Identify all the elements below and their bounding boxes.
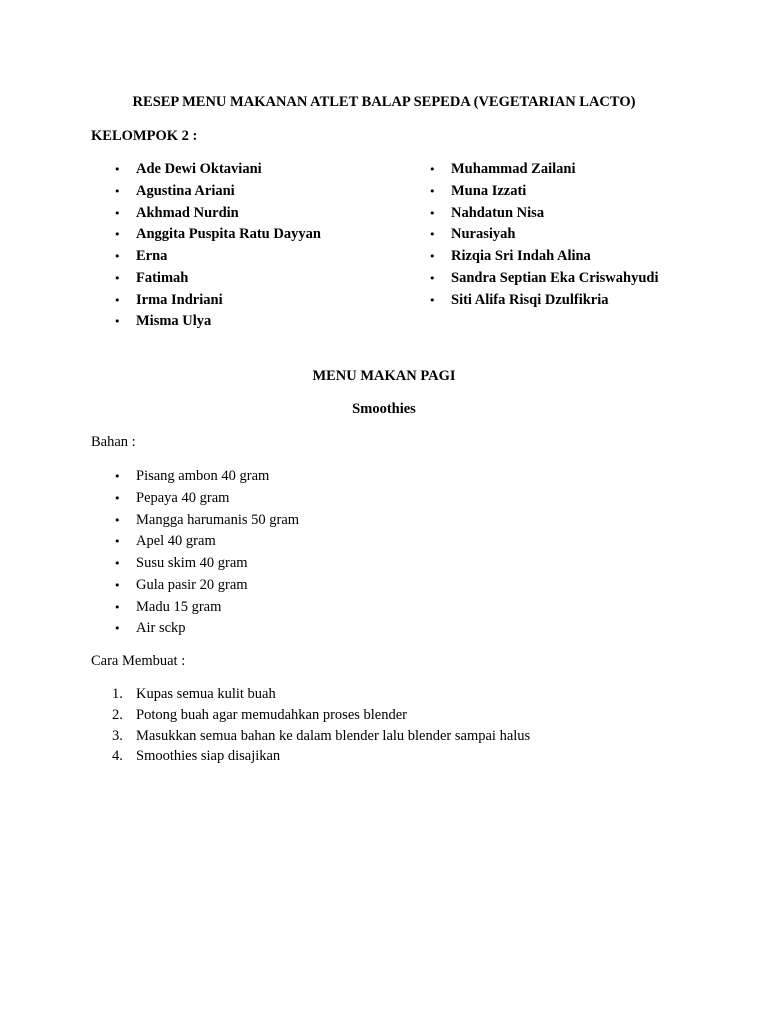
member-list-left xyxy=(136,159,321,333)
ingredient-item: • Madu 15 gram xyxy=(136,597,299,619)
step-text: Smoothies siap disajikan xyxy=(136,748,281,765)
step-item xyxy=(112,684,530,705)
member-item: • Nurasiyah xyxy=(451,224,659,246)
step-number: 2. xyxy=(112,706,123,723)
step-number: 3. xyxy=(112,727,123,744)
ingredient-item: • Mangga harumanis 50 gram xyxy=(136,510,299,532)
ingredient-item: • Pisang ambon 40 gram xyxy=(136,466,299,488)
member-item: • Siti Alifa Risqi Dzulfikria xyxy=(451,290,659,312)
step-number: 4. xyxy=(112,748,123,765)
breakfast-section-title: MENU MAKAN PAGI xyxy=(312,368,456,384)
member-item: • Irma Indriani xyxy=(136,290,321,312)
member-item: • Muna Izzati xyxy=(451,181,659,203)
group-heading: KELOMPOK 2 : xyxy=(91,128,198,144)
member-item: • Ade Dewi Oktaviani xyxy=(136,159,321,181)
member-item: • Rizqia Sri Indah Alina xyxy=(451,246,659,268)
ingredient-item: • Pepaya 40 gram xyxy=(136,488,299,510)
member-item: • Nahdatun Nisa xyxy=(451,203,659,225)
step-item xyxy=(112,726,531,747)
document-title: RESEP MENU MAKANAN ATLET BALAP SEPEDA (VEGETARIAN LACTO) xyxy=(132,94,636,110)
member-item: • Fatimah xyxy=(136,268,321,290)
ingredient-item: • Air sckp xyxy=(136,618,299,640)
ingredient-list xyxy=(136,466,299,640)
member-item: • Agustina Ariani xyxy=(136,181,321,203)
member-item: • Misma Ulya xyxy=(136,311,321,333)
member-item: • Akhmad Nurdin xyxy=(136,203,321,225)
member-item: • Erna xyxy=(136,246,321,268)
ingredients-label: Bahan : xyxy=(91,434,136,450)
step-text: Kupas semua kulit buah xyxy=(136,686,276,702)
ingredient-item: • Apel 40 gram xyxy=(136,531,299,553)
member-item: • Anggita Puspita Ratu Dayyan xyxy=(136,224,321,246)
member-item: • Sandra Septian Eka Criswahyudi xyxy=(451,268,659,290)
member-list-right xyxy=(451,159,659,311)
step-item xyxy=(112,705,530,726)
recipe-title: Smoothies xyxy=(352,401,416,417)
ingredient-item: • Gula pasir 20 gram xyxy=(136,575,299,597)
step-text: Potong buah agar memudahkan proses blender xyxy=(136,706,407,723)
step-item xyxy=(112,746,530,767)
method-label: Cara Membuat : xyxy=(91,653,186,669)
step-number: 1. xyxy=(112,686,123,702)
step-text: Masukkan semua bahan ke dalam blender lalu blender sampai halus xyxy=(136,727,531,744)
member-item: • Muhammad Zailani xyxy=(451,159,659,181)
method-steps xyxy=(112,684,531,767)
ingredient-item: • Susu skim 40 gram xyxy=(136,553,299,575)
